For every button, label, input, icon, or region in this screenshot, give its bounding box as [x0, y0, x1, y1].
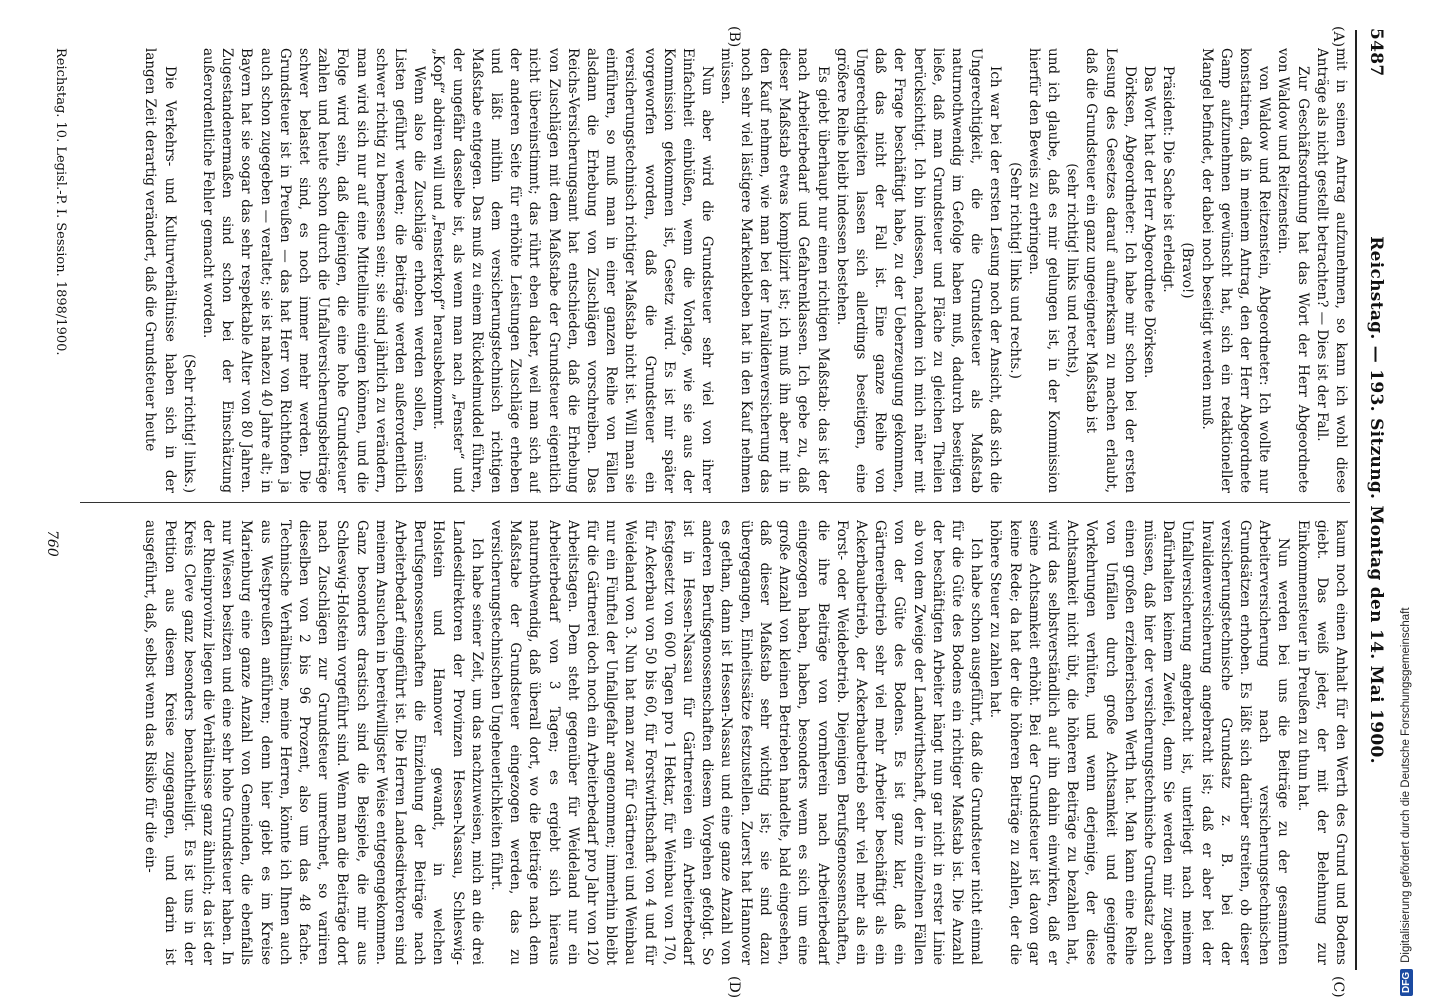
scanned-page [10, 0, 1390, 1000]
paragraph: mit in seinen Antrag aufzunehmen, so kann ich wohl diese Anträge als nicht gestellt betrachten? — Dies ist der Fall. [1313, 48, 1349, 493]
page-number-left: 5487 [1366, 28, 1386, 77]
margin-marker-c: (C) [1330, 976, 1346, 998]
left-column [80, 48, 1350, 493]
paragraph: Dörksen, Abgeordneter: Ich habe mir schon bei der ersten Lesung des Gesetzes darauf aufmerksam zu machen erlaubt, daß die Grundsteuer ein ganz ungeeigneter Maßstab ist [1083, 48, 1138, 493]
paragraph: Ich habe seiner Zeit, um das nachzuweisen, mich an die drei Landesdirektoren der Provinzen Hessen-Nassau, Schleswig-Holstein und Hannover gewandt, in welchen Berufsgenossenschaften die Einziehung der Beiträge nach Arbeiterbedarf eingeführt ist. Die Herren Landesdirektoren sind meinem Ansuchen in bereitwilligster Weise entgegengekommen. Ganz besonders drastisch sind die Beispiele, die mir aus Schleswig-Holstein vorgeführt sind. Wenn man die Beiträge dort nach Zuschlägen zur Grundsteuer umrechnet, so variiren dieselben von 2 bis 96 Prozent, also um das 48 fache. Technische Verhältnisse, meine Herren, könnte ich Ihnen auch aus Westpreußen anführen; denn hier giebt es im Kreise Marienburg eine ganze Anzahl von Gemeinden, die ebenfalls nur Wiesen besitzen und eine sehr hohe Grundsteuer haben. In der Rheinprovinz liegen die Verhältnisse ganz ähnlich; da ist der Kreis Cleve ganz besonders benachtheiligt. Es ist uns in der Petition aus diesem Kreise zugegangen, und darin ist ausgeführt, daß, selbst wenn das Risiko für die ein- [142, 520, 485, 965]
footer-source: Reichstag. 10. Legisl.-P. I. Session. 1898/1900. [53, 48, 68, 356]
margin-marker-b: (B) [726, 26, 742, 48]
margin-marker-d: (D) [726, 976, 742, 999]
interjection: (Sehr richtig! links.) [180, 353, 197, 493]
paragraph: kaum noch einen Anhalt für den Werth des Grund und Bodens giebt. Das weiß jeder, der mit der Belehnung zur Einkommensteuer in Preußen zu thun hat. [1294, 520, 1349, 965]
sidebar-text: Digitalisierung gefördert durch die Deutsche Forschungsgemeinschaft [1400, 607, 1412, 963]
paragraph: Wenn also die Zuschläge erhoben werden sollen, müssen Listen geführt werden; die Beiträge werden außerordentlich schwer richtig zu bemessen sein; sie sind jährlich zu verändern, man wird sich nur auf eine Mittellinie einigen können, und die Folge wird sein, daß diejenigen, die eine hohe Grundsteuer zahlen und heute schon durch die Unfallversicherungsbeiträge schwer belastet sind, es noch immer mehr werden. Die Grundsteuer ist in Preußen — das hat Herr von Richthofen ja auch schon zugegeben — veraltet; sie ist nahezu 40 Jahre alt; in Bayern hat sie sogar das sehr respektable Alter von 80 Jahren. Zugestandenermaßen sind schon bei der Einschätzung außerordentliche Fehler gemacht worden. [200, 48, 428, 493]
paragraph: von Waldow und Reitzenstein, Abgeordneter: Ich wollte nur konstatiren, daß in meinem Antrag, den der Herr Abgeordnete Gamp aufzunehmen gewünscht hat, sich ein redaktioneller Mangel befindet, der dabei noch beseitigt werden muß. [1198, 48, 1273, 493]
paragraph: Ich war bei der ersten Lesung noch der Ansicht, daß sich die Ungerechtigkeit, die die Grundsteuer als Maßstab naturnothwendig im Gefolge haben muß, dadurch beseitigen ließe, daß man Grundsteuer und Fläche zu gleichen Theilen berücksichtigt. Ich bin indessen, nachdem ich mich näher mit der Frage beschäftigt habe, zu der Ueberzeugung gekommen, daß das nicht der Fall ist. Eine ganze Reihe von Ungerechtigkeiten lassen sich allerdings beseitigen, eine größere Reihe bleibt indessen bestehen. [833, 48, 1004, 493]
paragraph: Nun aber wird die Grundsteuer sehr viel von ihrer Einfachheit einbüßen, wenn die Vorlage, wie sie aus der Kommission gekommen ist, Gesetz wird. Es ist mir später vorgeworfen worden, daß die Grundsteuer ein versicherungstechnisch richtiger Maßstab nicht ist. Will man sie einführen, so muß man in einer ganzen Reihe von Fällen alsdann die Erhebung von Zuschlägen vorschreiben. Das Reichs-Versicherungsamt hat entschieden, daß die Erhebung von Zuschlägen mit dem Maßstabe der Grundsteuer eigentlich nicht übereinstimmt; das rührt eben daher, weil man sich auf der anderen Seite für erhöhte Leistungen Zuschläge erheben und läßt mithin dem versicherungstechnisch richtigen Maßstabe entgegen. Das muß zu einem Rückdelmuddel führen, der ungefähr dasselbe ist, als wenn man nach „Fenster“ und „Kopf“ abdiren will und „Fensterkopf“ herausbekommt. [430, 48, 716, 493]
paragraph: Nun werden bei uns die Beiträge zu der gesammten Arbeiterversicherung nach versicherungstechnischen Grundsätzen erhoben. Es läßt sich darüber streiten, ob dieser versicherungstechnische Grundsatz z. B. bei der Invalidenversicherung angebracht ist; daß er aber bei der Unfallversicherung angebracht ist, unterliegt nach meinem Dafürhalten keinem Zweifel, denn Sie werden mir zugeben müssen, daß hier der versicherungstechnische Grundsatz auch einen großen erzieherischen Werth hat. Man kann eine Reihe von Unfällen durch große Achtsamkeit und geeignete Vorkehrungen verhüten, und wenn derjenige, der diese Achtsamkeit nicht übt, die höheren Beiträge zu bezahlen hat, wird das selbstverständlich auf ihn dahin einwirken, daß er seine Achtsamkeit erhöht. Bei der Grundsteuer ist davon gar keine Rede; da hat der die höheren Beiträge zu zahlen, der die höhere Steuer zu zahlen hat. [987, 520, 1292, 965]
interjection: (Bravo!) [1179, 242, 1196, 299]
paragraph: Die Verkehrs- und Kulturverhältnisse haben sich in der langen Zeit derartig verändert, daß die Grundsteuer heute [142, 48, 178, 493]
paragraph: Ich habe schon ausgeführt, daß die Grundsteuer nicht einmal für die Güte des Bodens ein richtiger Maßstab ist. Die Anzahl der beschäftigten Arbeiter hängt nun gar nicht in erster Linie ab von dem Zweige der Landwirthschaft, der in einzelnen Fällen von der Güte des Bodens. Es ist ganz klar, daß ein Gärtnereibetrieb sehr viel mehr Arbeiter beschäftigt als ein Ackerbaubetrieb, der Ackerbaubetrieb sehr viel mehr als ein Forst- oder Weidebetrieb. Diejenigen Berufsgenossenschaften, die ihre Beiträge von vornherein nach Arbeiterbedarf eingezogen haben, haben, besonders wenn es sich um eine große Anzahl von kleinen Betrieben handelte, bald eingesehen, daß dieser Maßstab sehr wichtig ist; sie sind dazu übergegangen, Einheitssätze festzustellen. Zuerst hat Hannover es gethan, dann ist Hessen-Nassau und eine ganze Anzahl von anderen Berufsgenossenschaften diesem Vorgehen gefolgt. So ist in Hessen-Nassau für Gärtnereien ein Arbeiterbedarf festgesetzt von 600 Tagen pro 1 Hektar, für Weinbau von 170, für Ackerbau von 50 bis 60, für Forstwirthschaft von 4 und für Weideland von 3. Nun hat man zwar für Gärtnerei und Weinbau nur ein Fünftel der Unfallgefahr angenommen; immerhin bleibt für die Gärtnerei doch noch ein Arbeiterbedarf pro Jahr von 120 Arbeitstagen. Dem steht gegenüber für Weideland nur ein Arbeiterbedarf von 3 Tagen; es ergiebt sich hieraus naturnothwendig, daß überall dort, wo die Beiträge nach dem Maßstabe der Grundsteuer eingezogen werden, das zu versicherungstechnischen Ungeheuerlichkeiten führt. [488, 520, 985, 965]
paragraph: Zur Geschäftsordnung hat das Wort der Herr Abgeordnete von Waldow und Reitzenstein. [1275, 48, 1311, 493]
right-column [80, 520, 1350, 965]
sidebar-caption [1400, 6, 1422, 996]
paragraph: Es giebt überhaupt nur einen richtigen Maßstab: das ist der nach Arbeiterbedarf und Gefahrenklassen. Ich gebe zu, daß dieser Maßstab etwas komplizirt ist; ich muß ihn aber mit in den Kauf nehmen, wie man bei der Invalidenversicherung das noch sehr viel lästigere Markenkleben hat in den Kauf nehmen müssen. [718, 48, 831, 493]
column-separator [80, 502, 1350, 503]
interjection: (sehr richtig! links und rechts), [1064, 163, 1081, 378]
paragraph: Das Wort hat der Herr Abgeordnete Dörksen. [1140, 66, 1157, 379]
page-header [1358, 28, 1386, 972]
header-rule [1355, 30, 1357, 970]
header-title: Reichstag. — 193. Sitzung. Montag den 14. Mai 1900. [1366, 236, 1386, 764]
paragraph: und ich glaube, daß es mir gelungen ist, in der Kommission hierfür den Beweis zu erbringen. [1025, 48, 1061, 493]
digitization-sidebar [1396, 0, 1434, 1000]
footer-page-number: 760 [44, 530, 60, 557]
margin-marker-a: (A) [1330, 26, 1346, 48]
paragraph: Präsident: Die Sache ist erledigt. [1160, 66, 1177, 293]
dfg-logo: DFG [1400, 969, 1413, 996]
interjection: (Sehr richtig! links und rechts.) [1006, 162, 1023, 379]
